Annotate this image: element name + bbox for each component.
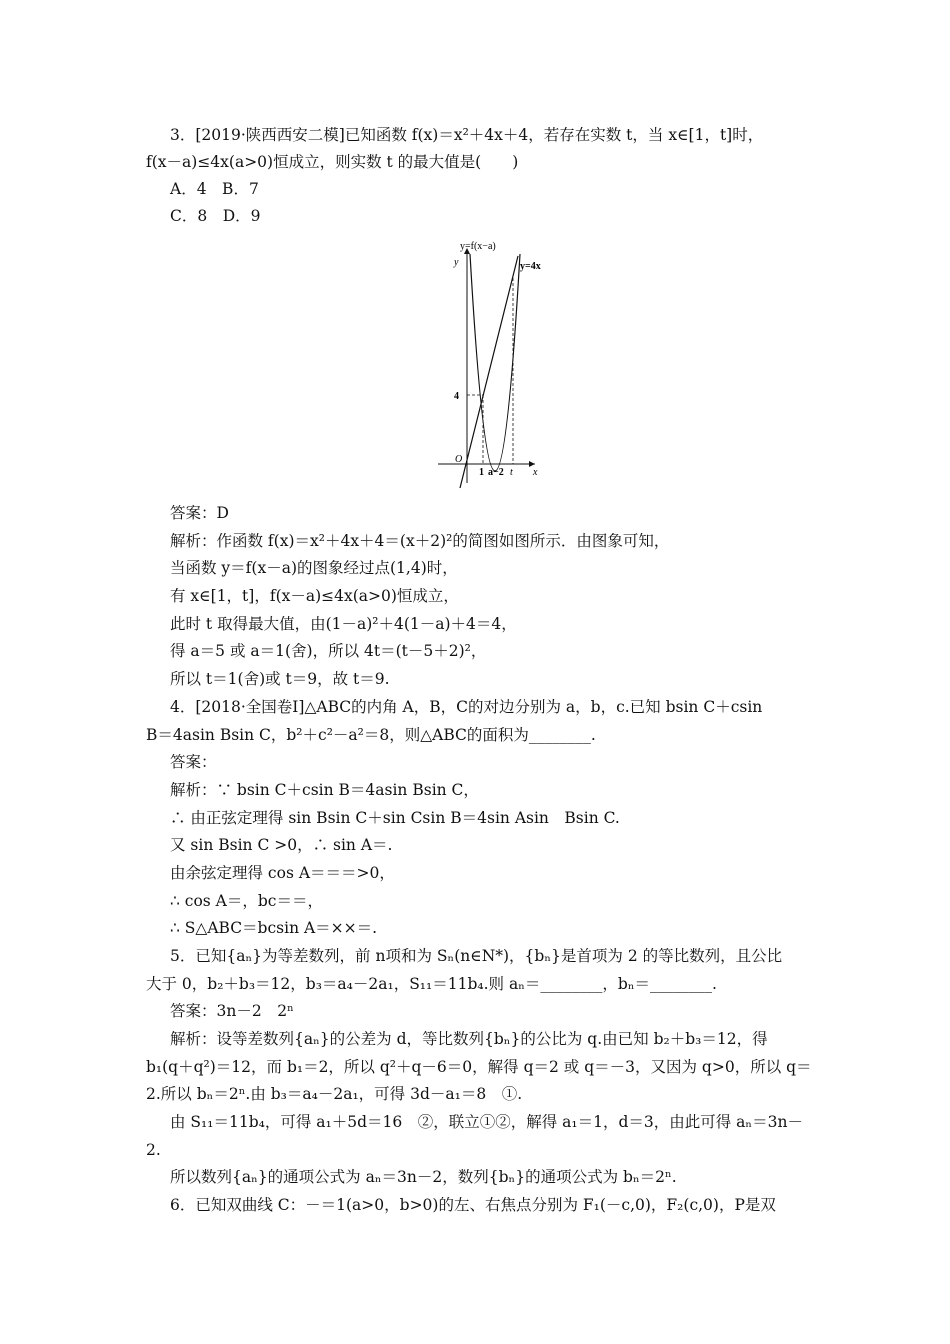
q4-analysis-2: ∴ 由正弦定理得 sin Bsin C＋sin Csin B＝4sin Asin Bsin C. — [170, 809, 620, 827]
q4-analysis-4: 由余弦定理得 cos A＝＝＝>0， — [170, 864, 395, 882]
q5-answer: 答案：3n－2 2ⁿ — [170, 1002, 294, 1020]
graph-svg — [430, 238, 560, 493]
q4-analysis-1: 解析：∵ bsin C＋csin B＝4asin Bsin C， — [170, 781, 479, 799]
q3-options-ab: A．4 B．7 — [170, 180, 259, 198]
q5-analysis-5: 2. — [146, 1141, 161, 1159]
parabola-curve — [470, 254, 520, 471]
label-four: 4 — [454, 391, 459, 402]
q3-options-cd: C．8 D．9 — [170, 207, 261, 225]
q3-analysis-2: 当函数 y＝f(x－a)的图象经过点(1,4)时， — [170, 559, 458, 577]
q4-stem-line1: 4．[2018·全国卷Ⅰ]△ABC的内角 A，B，C的对边分别为 a，b，c.已知 bsin C＋csin — [170, 698, 763, 716]
label-origin: O — [455, 454, 463, 465]
q3-analysis-6: 所以 t＝1(舍)或 t＝9，故 t＝9. — [170, 670, 390, 688]
q3-answer: 答案：D — [170, 504, 229, 522]
label-y-axis: y — [454, 257, 459, 268]
q4-analysis-6: ∴ S△ABC＝bcsin A＝××＝. — [170, 919, 378, 937]
q4-analysis-5: ∴ cos A＝，bc＝＝， — [170, 892, 323, 910]
q5-analysis-1: 解析：设等差数列{aₙ}的公差为 d，等比数列{bₙ}的公比为 q.由已知 b₂＋b₃＝12，得 — [170, 1030, 768, 1048]
q3-stem-line2: f(x－a)≤4x(a>0)恒成立，则实数 t 的最大值是( ) — [146, 153, 519, 171]
q5-stem-line2: 大于 0，b₂＋b₃＝12，b₃＝a₄－2a₁，S₁₁＝11b₄.则 aₙ＝________，bₙ＝________. — [146, 975, 717, 993]
label-x-axis: x — [533, 467, 538, 478]
q3-analysis-5: 得 a＝5 或 a＝1(舍)，所以 4t＝(t－5＋2)²， — [170, 642, 487, 660]
label-t: t — [510, 467, 513, 478]
q5-stem-line1: 5．已知{aₙ}为等差数列，前 n项和为 Sₙ(n∈N*)，{bₙ}是首项为 2 的等比数列，且公比 — [170, 947, 783, 965]
label-one: 1 — [479, 467, 484, 478]
q4-answer: 答案： — [170, 753, 217, 771]
label-curve: y=f(x−a) — [460, 241, 496, 252]
q6-stem-line1: 6．已知双曲线 C：－＝1(a>0，b>0)的左、右焦点分别为 F₁(－c,0)，F₂(c,0)，P是双 — [170, 1196, 776, 1214]
q4-stem-line2: B＝4asin Bsin C，b²＋c²－a²＝8，则△ABC的面积为________. — [146, 726, 596, 744]
label-a-minus-2: a−2 — [488, 467, 504, 478]
q3-analysis-1: 解析：作函数 f(x)＝x²＋4x＋4＝(x＋2)²的简图如图所示．由图象可知， — [170, 532, 670, 550]
q5-analysis-6: 所以数列{aₙ}的通项公式为 aₙ＝3n－2，数列{bₙ}的通项公式为 bₙ＝2ⁿ. — [170, 1168, 677, 1186]
q5-analysis-2: b₁(q＋q²)＝12，而 b₁＝2，所以 q²＋q－6＝0，解得 q＝2 或 q＝－3，又因为 q>0，所以 q＝ — [146, 1058, 812, 1076]
line-y-4x — [460, 256, 518, 488]
q3-stem-line1: 3．[2019·陕西西安二模]已知函数 f(x)＝x²＋4x＋4，若存在实数 t，当 x∈[1，t]时， — [170, 126, 764, 144]
q5-analysis-4: 由 S₁₁＝11b₄，可得 a₁＋5d＝16 ②，联立①②，解得 a₁＝1，d＝3，由此可得 aₙ＝3n－ — [170, 1113, 803, 1131]
label-line: y=4x — [520, 261, 541, 272]
q5-analysis-3: 2.所以 bₙ＝2ⁿ.由 b₃＝a₄－2a₁，可得 3d－a₁＝8 ①. — [146, 1085, 523, 1103]
q3-analysis-3: 有 x∈[1，t]，f(x－a)≤4x(a>0)恒成立， — [170, 587, 459, 605]
q3-analysis-4: 此时 t 取得最大值，由(1－a)²＋4(1－a)＋4＝4， — [170, 615, 517, 633]
q4-analysis-3: 又 sin Bsin C >0，∴ sin A＝. — [170, 836, 393, 854]
function-graph-figure — [430, 238, 560, 493]
